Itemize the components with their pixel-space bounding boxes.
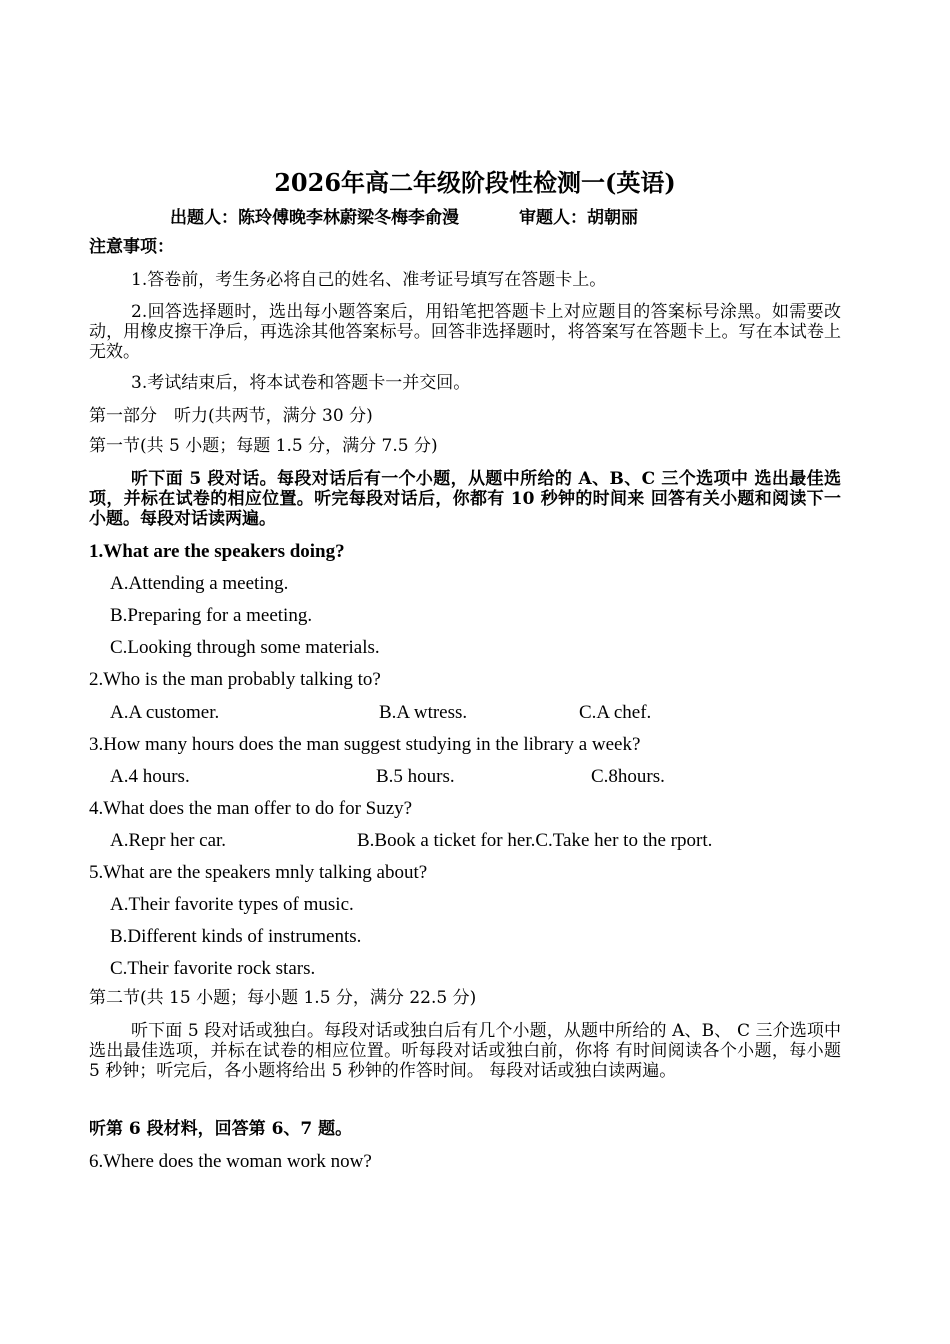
q1-option-c: C.Looking through some materials.: [110, 637, 380, 658]
q5-option-c: C.Their favorite rock stars.: [110, 958, 316, 979]
part1-heading: 第一部分 听力(共两节，满分 30 分): [89, 406, 373, 426]
q3-option-b: B.5 hours.: [376, 766, 455, 787]
page-title: 2026年高二年级阶段性检测一(英语): [274, 168, 676, 197]
reviewer-text: 审题人：胡朝丽: [519, 208, 638, 228]
q1-option-b: B.Preparing for a meeting.: [110, 605, 313, 626]
question-2: 2.Who is the man probably talking to?: [89, 669, 381, 690]
authors-text: 出题人：陈玲傅晚李林蔚梁冬梅李俞漫: [170, 208, 459, 228]
notice-item-2: 2.回答选择题时，选出每小题答案后，用铅笔把答题卡上对应题目的答案标号涂黑。如需要改动，用橡皮擦干净后，再选涂其他答案标号。回答非选择题时，将答案写在答题卡上。写在本试卷上无效。: [89, 302, 841, 362]
question-3: 3.How many hours does the man suggest studying in the library a week?: [89, 734, 641, 755]
q4-option-a: A.Repr her car.: [110, 830, 227, 851]
authors-line: [170, 203, 638, 228]
q2-option-a: A.A customer.: [110, 702, 220, 723]
notice-item-1: 1.答卷前，考生务必将自己的姓名、准考证号填写在答题卡上。: [131, 270, 607, 290]
question-6: 6.Where does the woman work now?: [89, 1151, 372, 1172]
question-1: 1.What are the speakers doing?: [89, 541, 345, 562]
q5-option-a: A.Their favorite types of music.: [110, 894, 354, 915]
q5-option-b: B.Different kinds of instruments.: [110, 926, 362, 947]
section1-instructions: 听下面 5 段对话。每段对话后有一个小题，从题中所给的 A、B、C 三个选项中 选出最佳选项，并标在试卷的相应位置。听完每段对话后，你都有 10 秒钟的时间来 回答有关小题和阅读下一小题。每段对话读两遍。: [89, 469, 841, 529]
section2-heading: 第二节(共 15 小题；每小题 1.5 分，满分 22.5 分): [89, 988, 477, 1008]
notice-heading: 注意事项：: [89, 237, 174, 257]
section1-heading: 第一节(共 5 小题；每题 1.5 分，满分 7.5 分): [89, 436, 438, 456]
q2-option-c: C.A chef.: [579, 702, 652, 723]
notice-item-3: 3.考试结束后，将本试卷和答题卡一并交回。: [131, 373, 471, 393]
q2-option-b: B.A wtress.: [379, 702, 468, 723]
q1-option-a: A.Attending a meeting.: [110, 573, 289, 594]
question-4: 4.What does the man offer to do for Suzy?: [89, 798, 413, 819]
material-6-heading: 听第 6 段材料，回答第 6、7 题。: [89, 1119, 353, 1139]
q3-option-a: A.4 hours.: [110, 766, 190, 787]
section2-instructions: 听下面 5 段对话或独白。每段对话或独白后有几个小题，从题中所给的 A、B、 C 三介选项中选出最佳选项，并标在试卷的相应位置。听每段对话或独白前，你将 有时间阅读各个小题，每小题 5 秒钟；听完后，各小题将给出 5 秒钟的作答时间。 每段对话或独白读两遍。: [89, 1021, 841, 1081]
question-5: 5.What are the speakers mnly talking about?: [89, 862, 428, 883]
q4-option-b-c: B.Book a ticket for her.C.Take her to the rport.: [357, 830, 713, 851]
q3-option-c: C.8hours.: [591, 766, 665, 787]
